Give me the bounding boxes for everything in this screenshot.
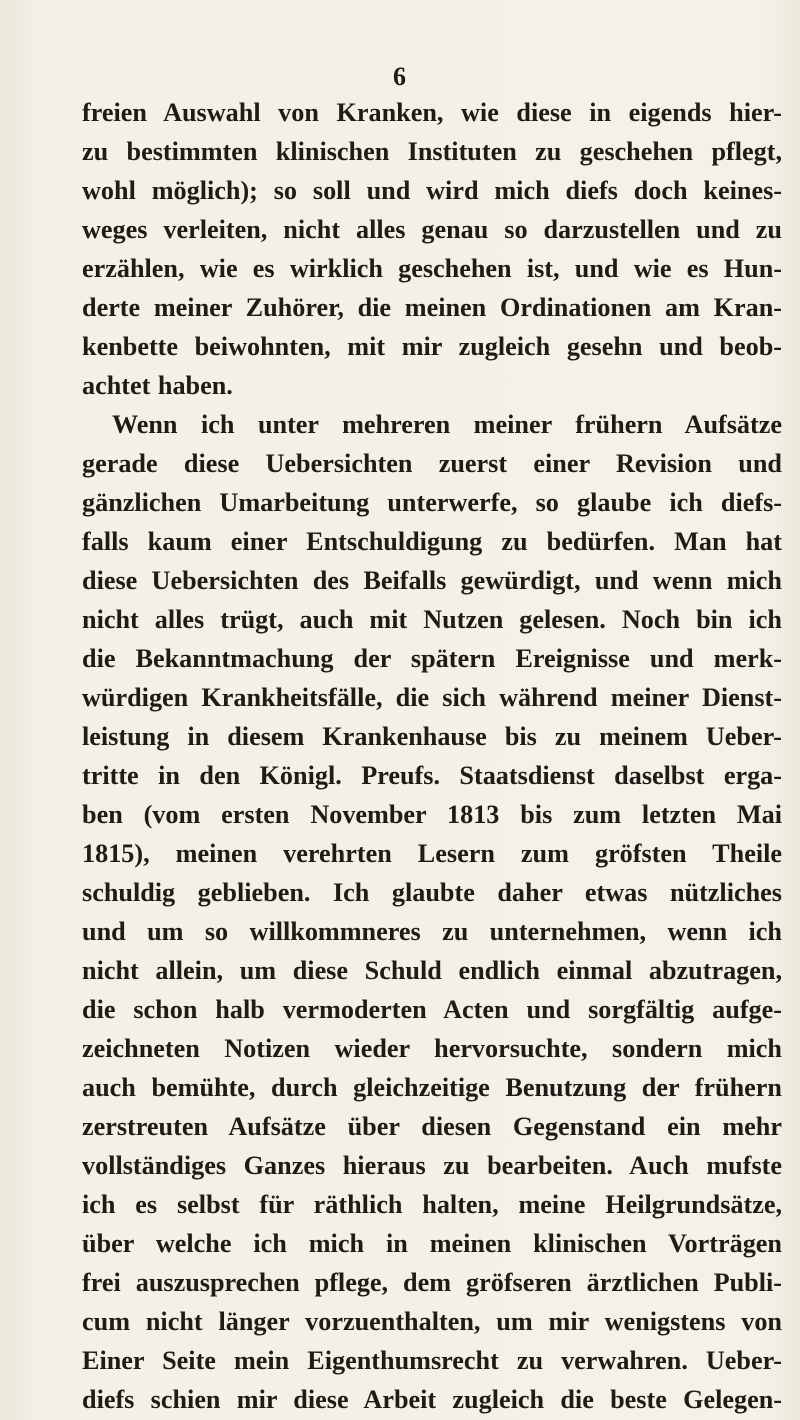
text-line: falls kaum einer Entschuldigung zu bedürfen. Man hat (82, 527, 782, 556)
text-line: ich es selbst für räthlich halten, meine Heilgrundsätze, (82, 1190, 782, 1219)
text-line: ben (vom ersten November 1813 bis zum letzten Mai (82, 800, 782, 829)
text-line: diefs schien mir diese Arbeit zugleich die beste Gelegen- (82, 1385, 782, 1414)
text-line: gerade diese Uebersichten zuerst einer Revision und (82, 449, 782, 478)
text-line: vollständiges Ganzes hieraus zu bearbeiten. Auch mufste (82, 1151, 782, 1180)
body-text (82, 93, 782, 1419)
text-line: diese Uebersichten des Beifalls gewürdigt, und wenn mich (82, 566, 782, 595)
text-line: gänzlichen Umarbeitung unterwerfe, so glaube ich diefs- (82, 488, 782, 517)
text-line: tritte in den Königl. Preufs. Staatsdienst daselbst erga- (82, 761, 782, 790)
text-line: 1815), meinen verehrten Lesern zum gröfsten Theile (82, 839, 782, 868)
text-line: wohl möglich); so soll und wird mich diefs doch keines- (82, 176, 782, 205)
text-line: erzählen, wie es wirklich geschehen ist, und wie es Hun- (82, 254, 782, 283)
text-line: über welche ich mich in meinen klinischen Vorträgen (82, 1229, 782, 1258)
text-line: und um so willkommneres zu unternehmen, wenn ich (82, 917, 782, 946)
text-line: nicht allein, um diese Schuld endlich einmal abzutragen, (82, 956, 782, 985)
text-line: schuldig geblieben. Ich glaubte daher etwas nützliches (82, 878, 782, 907)
text-line: leistung in diesem Krankenhause bis zu meinem Ueber- (82, 722, 782, 751)
text-line: zu bestimmten klinischen Instituten zu geschehen pflegt, (82, 137, 782, 166)
page-number: 6 (393, 62, 407, 91)
text-line: achtet haben. (82, 371, 233, 400)
text-line: zeichneten Notizen wieder hervorsuchte, sondern mich (82, 1034, 782, 1063)
text-line: frei auszusprechen pflege, dem gröfseren ärztlichen Publi- (82, 1268, 782, 1297)
text-line: derte meiner Zuhörer, die meinen Ordinationen am Kran- (82, 293, 782, 322)
text-line: freien Auswahl von Kranken, wie diese in eigends hier- (82, 98, 782, 127)
text-line: weges verleiten, nicht alles genau so darzustellen und zu (82, 215, 782, 244)
text-line: kenbette beiwohnten, mit mir zugleich gesehn und beob- (82, 332, 782, 361)
text-line: nicht alles trügt, auch mit Nutzen gelesen. Noch bin ich (82, 605, 782, 634)
text-line: cum nicht länger vorzuenthalten, um mir wenigstens von (82, 1307, 782, 1336)
text-line: die schon halb vermoderten Acten und sorgfältig aufge- (82, 995, 782, 1024)
text-line: zerstreuten Aufsätze über diesen Gegenstand ein mehr (82, 1112, 782, 1141)
text-line: auch bemühte, durch gleichzeitige Benutzung der frühern (82, 1073, 782, 1102)
text-line: Einer Seite mein Eigenthumsrecht zu verwahren. Ueber- (82, 1346, 782, 1375)
text-line: Wenn ich unter mehreren meiner frühern Aufsätze (112, 410, 782, 439)
text-line: würdigen Krankheitsfälle, die sich während meiner Dienst- (82, 683, 782, 712)
text-line: die Bekanntmachung der spätern Ereignisse und merk- (82, 644, 782, 673)
